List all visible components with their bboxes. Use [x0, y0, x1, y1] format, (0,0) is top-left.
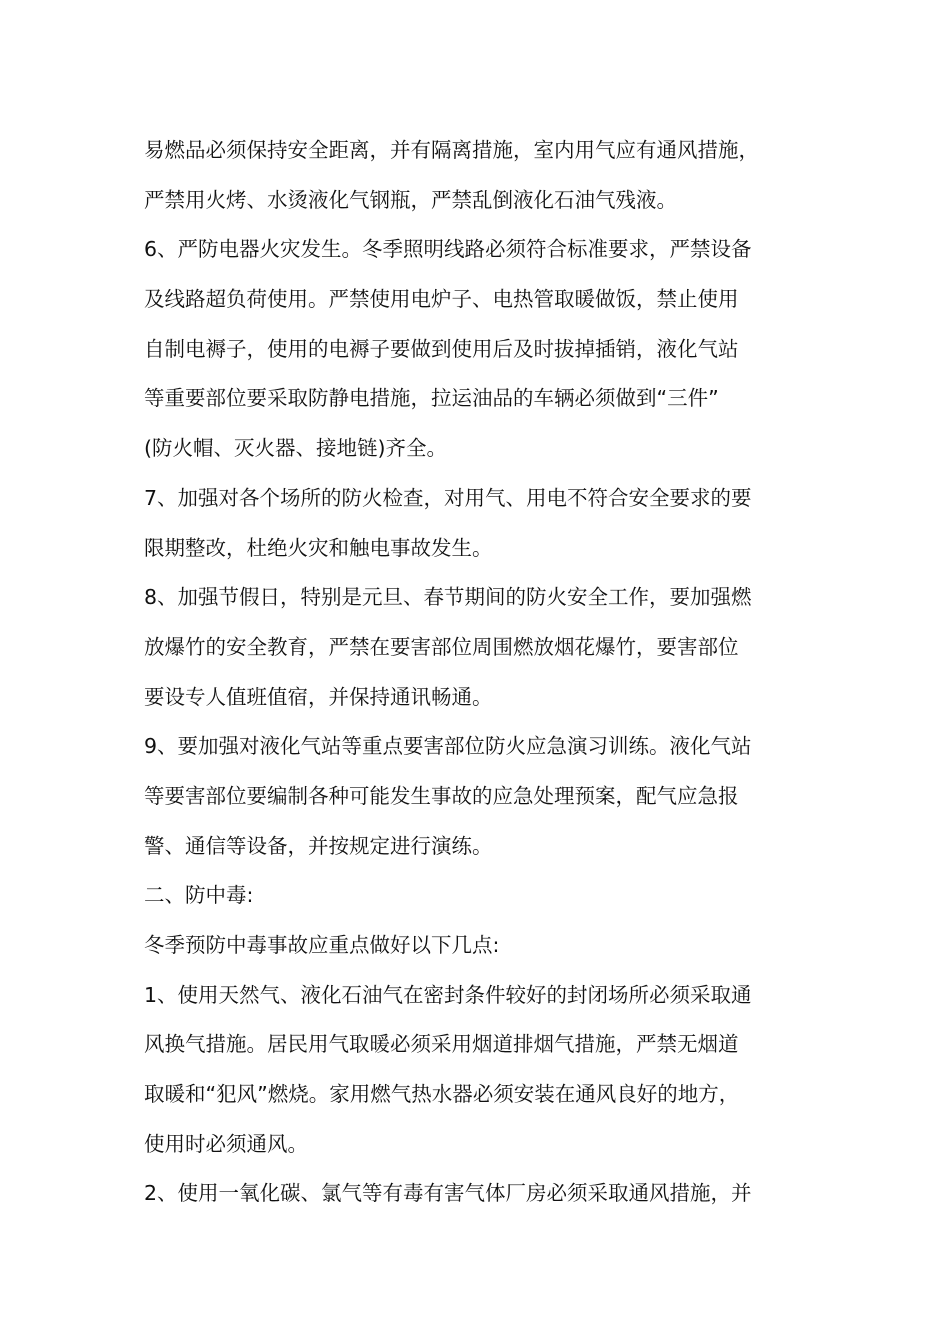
section-heading: 二、防中毒:: [144, 883, 254, 908]
text-line: 警、通信等设备，并按规定进行演练。: [144, 833, 493, 858]
text-line: 9、要加强对液化气站等重点要害部位防火应急演习训练。液化气站: [144, 734, 752, 759]
text-line: 严禁用火烤、水烫液化气钢瓶，严禁乱倒液化石油气残液。: [144, 187, 677, 212]
text-line: (防火帽、灭火器、接地链)齐全。: [144, 436, 447, 461]
text-line: 8、加强节假日，特别是元旦、春节期间的防火安全工作，要加强燃: [144, 585, 752, 610]
text-line: 2、使用一氧化碳、氯气等有毒有害气体厂房必须采取通风措施，并: [144, 1181, 752, 1206]
text-line: 等重要部位要采取防静电措施，拉运油品的车辆必须做到“三件”: [144, 386, 719, 411]
text-line: 要设专人值班值宿，并保持通讯畅通。: [144, 684, 493, 709]
text-line: 风换气措施。居民用气取暖必须采用烟道排烟气措施，严禁无烟道: [144, 1032, 739, 1057]
text-line: 自制电褥子，使用的电褥子要做到使用后及时拔掉插销，液化气站: [144, 336, 739, 361]
text-line: 6、严防电器火灾发生。冬季照明线路必须符合标准要求，严禁设备: [144, 237, 752, 262]
text-line: 放爆竹的安全教育，严禁在要害部位周围燃放烟花爆竹，要害部位: [144, 634, 739, 659]
text-line: 等要害部位要编制各种可能发生事故的应急处理预案，配气应急报: [144, 783, 739, 808]
text-line: 易燃品必须保持安全距离，并有隔离措施，室内用气应有通风措施，: [144, 138, 759, 162]
text-line: 冬季预防中毒事故应重点做好以下几点:: [144, 933, 500, 957]
text-line: 及线路超负荷使用。严禁使用电炉子、电热管取暖做饭，禁止使用: [144, 287, 739, 312]
document-body: [144, 126, 824, 1219]
text-line: 限期整改，杜绝火灾和触电事故发生。: [144, 535, 493, 560]
text-line: 7、加强对各个场所的防火检查，对用气、用电不符合安全要求的要: [144, 485, 752, 510]
text-line: 取暖和“犯风”燃烧。家用燃气热水器必须安装在通风良好的地方，: [144, 1082, 740, 1107]
text-line: 使用时必须通风。: [144, 1131, 308, 1156]
text-line: 1、使用天然气、液化石油气在密封条件较好的封闭场所必须采取通: [144, 982, 752, 1007]
